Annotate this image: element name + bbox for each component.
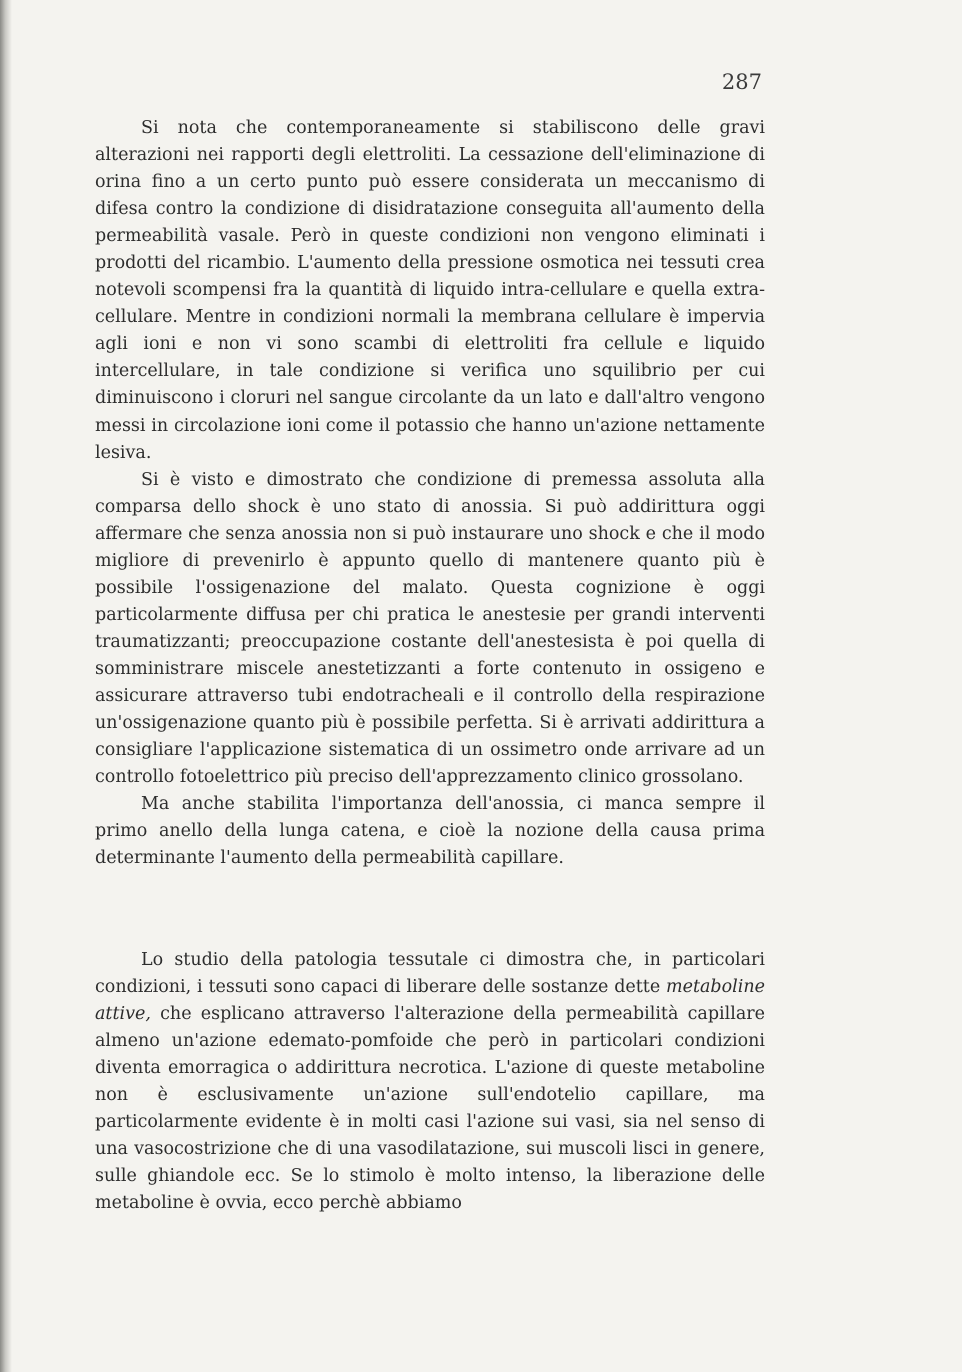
page-number: 287 (721, 70, 762, 94)
paragraph-metaboline-body: che esplicano attraverso l'alterazione della permeabilità capillare almeno un'azione edemato-pomfoide che però in particolari condizioni diventa emorragica o addirittura necrotica. L'azione di queste metaboline non è esclusivamente un'azione sull'endotelio capillare, ma particolarmente evidente è in molti casi l'azione sui vasi, sia nel senso di una vasocostrizione che di una vasodilatazione, sui muscoli lisci in genere, sulle ghiandole ecc. Se lo stimolo è molto intenso, la liberazione delle metaboline è ovvia, ecco perchè abbiamo (95, 1004, 765, 1214)
paragraph-anoxia: Si è visto e dimostrato che condizione di premessa assoluta alla comparsa dello shock è uno stato di anossia. Si può addirittura oggi affermare che senza anossia non si può instaurare uno shock e che il modo migliore di prevenirlo è appunto quello di mantenere quanto più è possibile l'ossigenazione del malato. Questa cognizione è oggi particolarmente diffusa per chi pratica le anestesie per grandi interventi traumatizzanti; preoccupazione costante dell'anestesista è poi quella di somministrare miscele anestetizzanti a forte contenuto in ossigeno e assicurare attraverso tubi endotracheali e il controllo della respirazione un'ossigenazione quanto più è possibile perfetta. Si è arrivati addirittura a consigliare l'applicazione sistematica di un ossimetro onde arrivare ad un controllo fotoelettrico più preciso dell'apprezzamento clinico grossolano. (95, 469, 765, 788)
binding-shadow (0, 0, 12, 1372)
paragraph-metaboline-intro: Lo studio della patologia tessutale ci dimostra che, in particolari condizioni, i tessuti sono capaci di liberare delle sostanze dette (95, 950, 765, 998)
paragraph-capillary-permeability: Ma anche stabilita l'importanza dell'anossia, ci manca sempre il primo anello della lunga catena, e cioè la nozione della causa prima determinante l'aumento della permeabilità capillare. (95, 794, 765, 869)
paragraph-metaboline (95, 947, 765, 1217)
italic-term-metaboline: metaboline attive, (95, 977, 765, 1025)
section-2-text (95, 947, 765, 1217)
section-1-text (95, 115, 765, 872)
paragraph-electrolytes: Si nota che contemporaneamente si stabiliscono delle gravi alterazioni nei rapporti degli elettroliti. La cessazione dell'eliminazione di orina fino a un certo punto può essere considerata un meccanismo di difesa contro la condizione di disidratazione conseguita all'aumento della permeabilità vasale. Però in queste condizioni non vengono eliminati i prodotti del ricambio. L'aumento della pressione osmotica nei tessuti crea notevoli scompensi fra la quantità di liquido intra-cellulare e quella extra-cellulare. Mentre in condizioni normali la membrana cellulare è impervia agli ioni e non vi sono scambi di elettroliti fra cellule e liquido intercellulare, in tale condizione si verifica uno squilibrio per cui diminuiscono i cloruri nel sangue circolante da un lato e dall'altro vengono messi in circolazione ioni come il potassio che hanno un'azione nettamente lesiva. (95, 118, 765, 463)
